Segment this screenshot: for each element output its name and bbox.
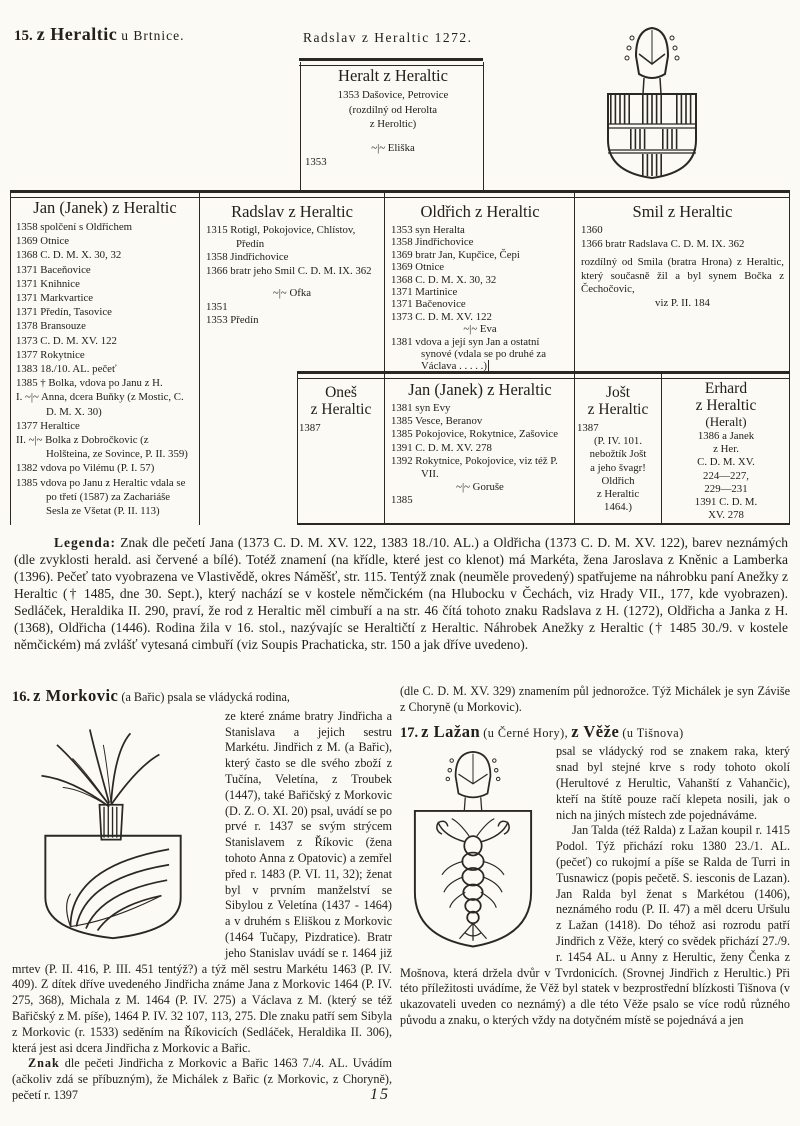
tree-box-line: 1353 [305, 156, 327, 168]
tree-box-line: 1371 Markvartice [16, 292, 94, 305]
tree-box-line: 229—231 [704, 482, 748, 495]
tree-box-line: 1358 Jindřichovice [391, 236, 474, 249]
tree-box-line: XV. 278 [708, 509, 744, 522]
section-17-title-veze: z Věže [571, 721, 620, 741]
tree-left-border [10, 190, 11, 525]
tree-right-border [789, 190, 790, 525]
legend-text: Znak dle pečetí Jana (1373 C. D. M. XV. 122, 1383 18./10. AL.) a Oldřicha (1373 C. D. M. XV. 122), barev neznámých (dle zvyklosti herald. asi červené a bílé). Totéž znamení (na křídle, které jest co klenot) má Markéta, žena Jaroslava z Kněnic a Lamberka (1396). Pečeť tato vyobrazena ve Vlastivědě, okres Náměšť, str. 115. Tentýž znak (neuměle provedený) spatřujeme na náhrobku paní Anežky z Heraltic († 1485, dne 30. Sept.), který nachází se v kostele němčickém (na Hlubocku v Čechách, viz Hrady VII., 177, kde vyobrazen). Sedláček, Heraldika II. 290, praví, že rod z Heraltic měl cimbuří a na str. 46 čítá tohoto znaku Radslava z H. (1272), Oldřicha a Janka z H. (1368), Oldřicha (1446). Rodina žila v 16. stol., nazývajíc se Heraltičtí z Heraltic. Náhrobek Anežky z Heraltic († 1485 30./9. v kostele němčickém) má zvlášť vytesaná cimbuří (viz Soupis Prachaticka, str. 150 a jak dříve uvedeno). [14, 535, 789, 652]
tree-box-line: 1385 Vesce, Beranov [391, 415, 483, 428]
tree-box-line: 1358 Jindřichovice [206, 251, 289, 263]
tree-box-line: 1351 [206, 300, 228, 313]
tree-box-line: 1386 a Janek [697, 430, 755, 442]
tree-box-line: Jan (Janek) z Heraltic [33, 198, 177, 217]
tree-root-content [301, 62, 483, 170]
tree-box-line: 1387 [577, 422, 599, 434]
tree-box-line: 1391 C. D. M. [694, 496, 758, 509]
section-17-intro-paragraph [400, 684, 790, 716]
tree-box-line: 1368 C. D. M. X. 30, 32 [16, 249, 122, 262]
tree-box-line: 1371 Bačenovice [391, 298, 466, 311]
tree-box-line: Jan (Janek) z Heraltic [408, 380, 552, 399]
tree-divider-4 [661, 371, 662, 523]
coat-of-arms-heraltic-figure [586, 22, 718, 184]
section-17-intro-text: (dle C. D. M. XV. 329) znamením půl jednorožce. Týž Michálek je syn Záviše z Choryně (u Morkovic). [400, 684, 790, 714]
tree-box-line: 1353 Dašovice, Petrovice [337, 89, 449, 101]
section-16-paragraph-1-text: ze které známe bratry Jindřicha a Stanislava a jejich sestru Markétu. Jindřich z M. (a Bařic), který často se dle svého zboží z Tučína, Veletína, z Troubek (1447), také Bařičský z Morkovic (D. Z. O. XI. 20) psal, uvádí se po prvé r. 1437 se svým strýcem Stanislavem z Říkovic (žena tohoto Anna z Opatovic) a zemřel před r. 1483 (P. VI. 11, 32); ženat byl v prvním manželství se Sibylou z Veletína (1437 - 1464) a v druhém s Eliškou z Morkovic (1464 Tučapy, Pizdratice). Bratr jeho Stanislav uvádí se r. 1464 již mrtev (P. II. 416, P. III. 451 tentýž?) a týž měl sestru Markétu 1463 (P. IV. 409). Z dítek dříve uvedeného Jindřicha známe Jana z Morkovic 1464 (P. IV. 275, 368), Michala z M. 1464 (P. IV. 275) a Václava z M. (který se též Bařičský z M. píše), 1464 P. IV. 32 107, 113, 275. Dle znaku patří sem Sibyla z Morkovic (r. 1533) seděním na Říkovicích (Sedláček, Heraldika II. 306), která jest asi dcera Jindřicha z Morkovic a Bařic. [12, 708, 392, 1055]
tree-box-line: Jošt [605, 384, 631, 401]
tree-box-line: Oldřich z Heraltic [420, 202, 540, 221]
tree-box-line: 1369 Otnice [16, 235, 70, 248]
section-17-paren-2: (u Tišnova) [622, 725, 684, 740]
tree-box-line: Radslav z Heraltic [231, 202, 353, 221]
tree-box-line: z Heraltic [695, 397, 757, 414]
coat-of-arms-lazan-icon [400, 747, 546, 962]
section-16-heading [12, 688, 392, 706]
tree-row2-bottom-rule [297, 523, 790, 525]
section-17-number: 17. [400, 724, 419, 741]
coat-of-arms-morkovic-icon [12, 712, 215, 944]
section-17-column [400, 684, 790, 1029]
tree-box-line: rozdílný od Smila (bratra Hrona) z Heraltic, který současně žil a byl synem Bočka z Čechočovic, [581, 256, 784, 295]
tree-box-line: 1371 Martinice [391, 286, 458, 299]
section-17-paragraph-1-text: psal se vládycký rod se znakem raka, který snad byl stejné krve s rody tohoto okolí (Herultové z Herultic, Vahanští z Vahančic), kteří na štítě pouze račí klepeta nosili, jak o nich na jiných místech zde pojednáváme. [556, 744, 790, 822]
tree-box-line: ~|~ Eliška [371, 141, 415, 154]
header-note: Radslav z Heraltic 1272. [303, 30, 473, 45]
tree-box-line: 1382 vdova po Vilému (P. I. 57) [16, 462, 155, 475]
tree-box-line: 1385 Pokojovice, Rokytnice, Zašovice [391, 428, 559, 441]
tree-box-line: Heralt z Heraltic [338, 66, 448, 85]
tree-box-line: viz P. II. 184 [655, 296, 710, 309]
tree-box-line: (rozdílný od Herolta [348, 103, 438, 116]
legend-paragraph [14, 534, 788, 653]
tree-box-line: (P. IV. 101. [593, 435, 643, 448]
tree-box-line: 1366 bratr jeho Smil C. D. M. IX. 362 [206, 264, 372, 277]
section-17-paren-1: (u Černé Hory), [483, 725, 569, 740]
section-17-paragraph-2-text: Jan Talda (též Ralda) z Lažan koupil r. 1415 Podol. Týž přichází roku 1380 23./1. AL. (pečeť) co rukojmí a píše se Ralda de Turri in Tusnawicz (popis pečetě. S. iesconis de Lazan). Jan Ralda byl ženat s Markétou (1406), neznámého rodu (P. II. 47) a měl dceru Uršulu z Lažan (1418). Do téhož asi rozrodu patří Jindřich z Věže, který co svědek přichází 27./9. r. 1454 AL. u Anny z Herultic, ženy Čenka z Mošnova, která držela dvůr v Tvrdonicích. (Srovnej Jindřich z Herultic.) Při této příležitosti uvádíme, že Věž byl statek v bezprostřední blízkosti Tišnova (v ukazovateli uveden co neznámý) a dle této Věže psalo se více rodů různého původu a znaku, o kterých vždy na dotyčném místě se pojednává a jen [400, 823, 790, 1027]
tree-box-line: 1385 [391, 494, 413, 507]
tree-box-jan2 [391, 380, 569, 508]
section-16-paragraph-2-text: dle pečeti Jindřicha z Morkovic a Bařic 1463 7./4. AL. Uvádím (ačkoliv zdá se příbuzným), že Michálek z Bařic (z Morkovic, z Choryně), pečetí r. 1397 [12, 1056, 392, 1102]
tree-box-line: a jeho švagr! [590, 461, 646, 474]
tree-root-box [300, 62, 484, 190]
section-15-heading [14, 24, 184, 45]
tree-box-line: 1371 Baceňovice [16, 263, 91, 276]
tree-box-line: 1315 Rotigl, Pokojovice, Chlístov, Předín [206, 224, 356, 250]
page-number: 15 [370, 1086, 390, 1103]
tree-box-line: 1381 syn Evy [391, 402, 451, 414]
coat-of-arms-lazan-figure [400, 747, 546, 962]
tree-box-jost [577, 384, 659, 514]
tree-box-line: 1387 [299, 422, 321, 434]
tree-box-line: II. ~|~ Bolka z Dobročkovic (z Holšteina, ze Sovince, P. II. 359) [16, 434, 188, 461]
tree-box-line: Oldřich [601, 474, 635, 487]
tree-box-smil [581, 202, 784, 310]
tree-box-line: 1371 Předín, Tasovice [16, 306, 112, 319]
tree-box-line: 1377 Rokytnice [16, 348, 85, 361]
tree-box-ones [299, 384, 383, 435]
tree-box-line: z Heroltic) [369, 118, 417, 130]
tree-box-line: ~|~ Goruše [456, 481, 504, 494]
tree-box-line: I. ~|~ Anna, dcera Buňky (z Mostic, C. D. M. X. 30) [16, 391, 184, 418]
tree-box-line: 1360 [581, 224, 603, 236]
tree-box-line: 1392 Rokytnice, Pokojovice, viz též P. VII. [391, 454, 558, 481]
tree-box-line: z Heraltic [310, 401, 372, 418]
tree-box-line: 1377 Heraltice [16, 419, 80, 432]
tree-box-line: 1369 bratr Jan, Kupčice, Čepi [391, 248, 520, 261]
tree-box-line: 1373 C. D. M. XV. 122 [16, 334, 117, 347]
tree-row1-top-rule [10, 190, 790, 198]
tree-box-line: Oneš [325, 384, 357, 401]
section-15-number: 15. [14, 28, 33, 44]
tree-box-line: Erhard [704, 380, 748, 397]
legend-lead: Legenda: [54, 535, 116, 550]
tree-box-line: C. D. M. XV. [697, 456, 755, 469]
tree-box-oldrich [391, 202, 569, 373]
tree-divider-3 [574, 190, 575, 525]
tree-box-line: 1373 C. D. M. XV. 122 [391, 310, 492, 323]
section-15-subtitle: u Brtnice. [121, 28, 185, 43]
tree-box-line: 1391 C. D. M. XV. 278 [391, 441, 492, 454]
coat-of-arms-heraltic-icon [586, 22, 718, 184]
tree-divider-1 [199, 190, 200, 525]
section-17-heading [400, 721, 790, 742]
section-16-heading-rest: (a Bařic) psala se vládycká rodina, [121, 690, 290, 704]
section-16-column [12, 688, 392, 1104]
tree-box-erhard [665, 380, 787, 522]
tree-box-line: z Heraltic [596, 488, 640, 501]
tree-box-line: 1381 vdova a její syn Jan a ostatní synové (vdala se po druhé za Václava . . . . .) [391, 335, 547, 373]
section-17-title-lazan: z Lažan [421, 721, 481, 741]
tree-box-line: 1383 18./10. AL. pečeť [16, 363, 117, 376]
tree-box-line: (Heralt) [705, 414, 747, 429]
section-15-title: z Heraltic [36, 24, 118, 44]
section-16-znak-lead: Znak [28, 1056, 60, 1071]
tree-box-line: Smil z Heraltic [632, 202, 733, 221]
tree-box-line: 1369 Otnice [391, 261, 445, 274]
tree-row2-left-border [297, 371, 298, 523]
tree-box-line: 1366 bratr Radslava C. D. M. IX. 362 [581, 237, 745, 250]
section-16-title: z Morkovic [33, 686, 119, 705]
tree-box-line: z Heraltic [587, 401, 649, 418]
tree-box-line: ~|~ Eva [463, 323, 497, 336]
tree-box-line: 1353 Předín [206, 314, 259, 326]
tree-box-line: 1358 spolčení s Oldřichem [16, 221, 133, 233]
tree-box-line: 1378 Bransouze [16, 320, 86, 333]
tree-divider-2 [384, 190, 385, 525]
tree-box-jan [16, 198, 194, 518]
section-16-number: 16. [12, 689, 31, 705]
coat-of-arms-morkovic-figure [12, 712, 215, 944]
tree-box-line: nebožtík Jošt [589, 448, 647, 461]
tree-box-line: 224—227, [703, 469, 749, 482]
tree-box-line: ~|~ Ofka [272, 287, 312, 299]
tree-box-radslav [206, 202, 378, 328]
tree-box-line: 1371 Knihnice [16, 277, 80, 290]
tree-box-line: 1464.) [604, 501, 632, 514]
tree-box-line: z Her. [713, 443, 739, 456]
tree-box-line: 1368 C. D. M. X. 30, 32 [391, 273, 497, 286]
tree-box-line: 1385 † Bolka, vdova po Janu z H. [16, 377, 163, 390]
tree-box-line: 1353 syn Heralta [391, 224, 465, 236]
tree-box-line: 1385 vdova po Janu z Heraltic vdala se po třetí (1587) za Zachariáše Sesla ze Všetat (P. II. 113) [16, 476, 186, 518]
